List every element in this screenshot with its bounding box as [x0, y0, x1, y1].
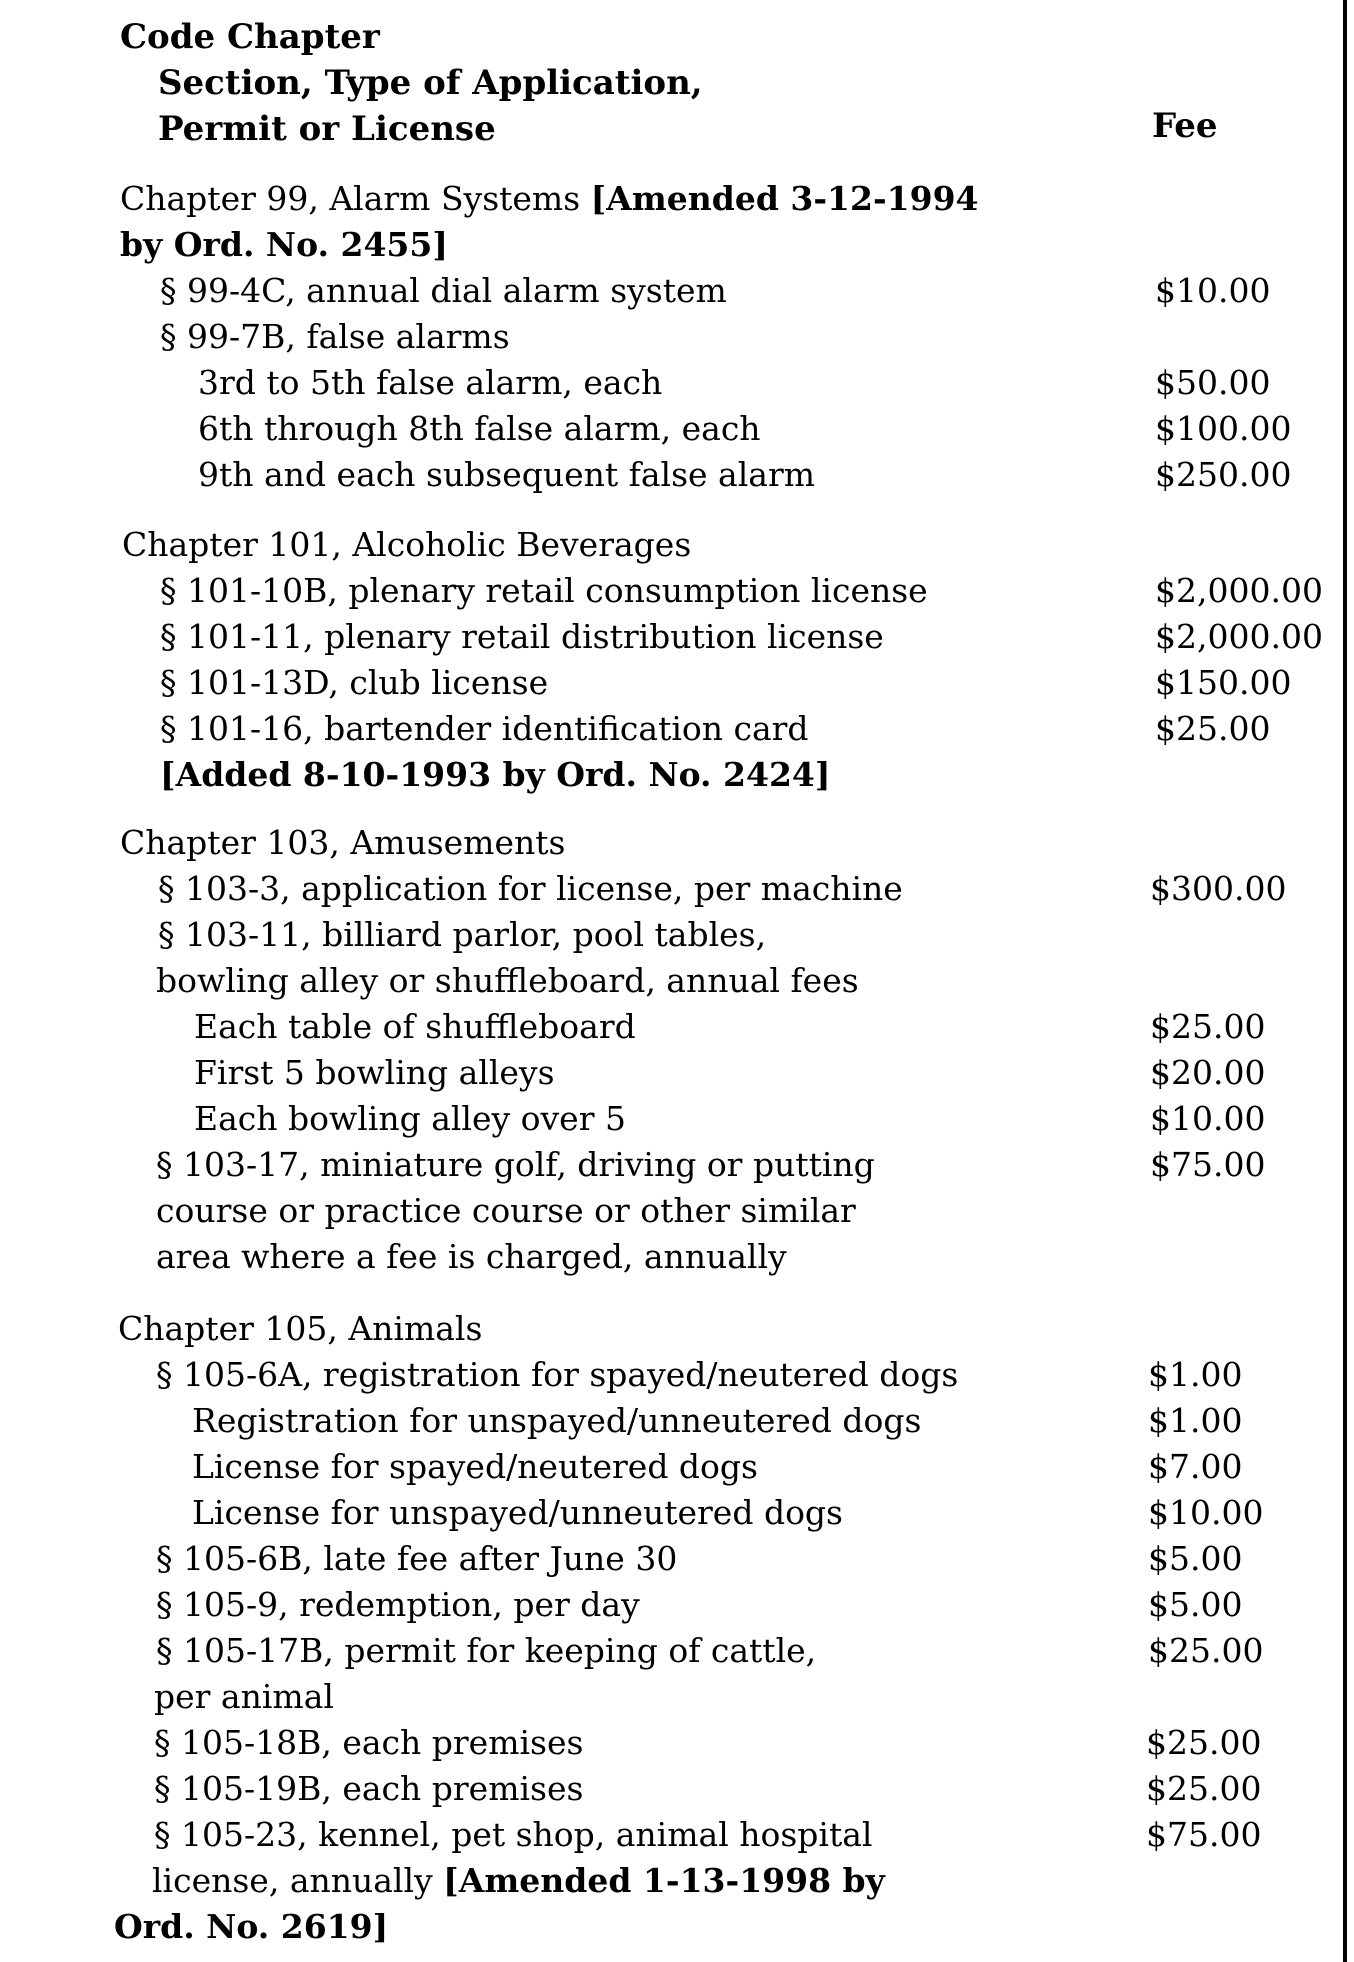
- chapter-105-last-text: license, annually: [152, 1861, 444, 1900]
- row-text: § 103-11, billiard parlor, pool tables,: [158, 915, 767, 954]
- row-text: Registration for unspayed/unneutered dogs: [192, 1401, 922, 1440]
- row-fee: $20.00: [1150, 1053, 1266, 1092]
- row-text: per animal: [154, 1677, 334, 1716]
- chapter-99-title: [0, 176, 1354, 222]
- chapter-99-title-cont: [0, 222, 1354, 268]
- chapter-105-title: [0, 1306, 1354, 1352]
- header-permit-license: Permit or License: [158, 109, 496, 149]
- row-fee: $75.00: [1146, 1815, 1262, 1854]
- row-fee: $10.00: [1148, 1493, 1264, 1532]
- row-text: § 99-7B, false alarms: [160, 317, 510, 356]
- row-text: area where a fee is charged, annually: [156, 1237, 787, 1276]
- row-fee: $300.00: [1150, 869, 1287, 908]
- row-text: § 105-6A, registration for spayed/neutered dogs: [156, 1355, 959, 1394]
- chapter-101-section: [0, 522, 1354, 798]
- row-fee: $25.00: [1146, 1769, 1262, 1808]
- row-text: § 101-16, bartender identification card: [160, 709, 809, 748]
- row-text: § 105-6B, late fee after June 30: [156, 1539, 678, 1578]
- row-text: § 103-17, miniature golf, driving or putting: [156, 1145, 875, 1184]
- row-text: Each table of shuffleboard: [194, 1007, 636, 1046]
- chapter-101-title: [0, 522, 1354, 568]
- row-fee: $25.00: [1155, 709, 1271, 748]
- header-code-chapter: Code Chapter: [120, 17, 380, 57]
- row-text: § 105-17B, permit for keeping of cattle,: [156, 1631, 817, 1670]
- row-fee: $75.00: [1150, 1145, 1266, 1184]
- row-text: § 103-3, application for license, per machine: [158, 869, 903, 908]
- table-row: [0, 1444, 1354, 1490]
- row-fee: $10.00: [1155, 271, 1271, 310]
- row-fee: $25.00: [1150, 1007, 1266, 1046]
- chapter-99-title-text: Chapter 99, Alarm Systems: [120, 179, 591, 218]
- chapter-103-section: [0, 820, 1354, 1280]
- row-fee: $100.00: [1155, 409, 1292, 448]
- row-fee: $25.00: [1146, 1723, 1262, 1762]
- chapter-99-amendment-cont: by Ord. No. 2455]: [120, 225, 448, 264]
- row-text: § 101-11, plenary retail distribution license: [160, 617, 884, 656]
- table-row: [0, 1766, 1354, 1812]
- chapter-101-title-text: Chapter 101, Alcoholic Beverages: [122, 525, 692, 564]
- row-text: § 99-4C, annual dial alarm system: [160, 271, 727, 310]
- table-row: [0, 1582, 1354, 1628]
- table-row: [0, 1812, 1354, 1858]
- chapter-99-amendment: [Amended 3-12-1994: [590, 179, 979, 218]
- table-row: [0, 1352, 1354, 1398]
- table-row: [0, 1720, 1354, 1766]
- table-row: [0, 1142, 1354, 1188]
- row-fee: $250.00: [1155, 455, 1292, 494]
- chapter-105-amendment-cont: Ord. No. 2619]: [114, 1907, 389, 1946]
- table-row: [0, 1004, 1354, 1050]
- row-fee: $1.00: [1148, 1401, 1243, 1440]
- table-row: [0, 706, 1354, 752]
- chapter-101-note-row: [0, 752, 1354, 798]
- chapter-99-section: [0, 176, 1354, 498]
- table-header: [120, 14, 1220, 152]
- row-text: bowling alley or shuffleboard, annual fees: [156, 961, 859, 1000]
- chapter-105-last-row: [0, 1858, 1354, 1904]
- header-section-type: Section, Type of Application,: [158, 63, 703, 103]
- row-text: § 105-9, redemption, per day: [156, 1585, 640, 1624]
- row-fee: $2,000.00: [1155, 617, 1323, 656]
- chapter-105-section: [0, 1306, 1354, 1950]
- table-row: [0, 360, 1354, 406]
- table-row: [0, 1234, 1354, 1280]
- row-text: License for spayed/neutered dogs: [192, 1447, 758, 1486]
- table-row: [0, 1096, 1354, 1142]
- row-text: § 105-23, kennel, pet shop, animal hospital: [154, 1815, 873, 1854]
- row-fee: $150.00: [1155, 663, 1292, 702]
- row-text: § 105-18B, each premises: [154, 1723, 584, 1762]
- row-fee: $10.00: [1150, 1099, 1266, 1138]
- table-row: [0, 614, 1354, 660]
- table-row: [0, 1398, 1354, 1444]
- table-row: [0, 406, 1354, 452]
- row-fee: $25.00: [1148, 1631, 1264, 1670]
- row-fee: $1.00: [1148, 1355, 1243, 1394]
- row-text: 3rd to 5th false alarm, each: [198, 363, 663, 402]
- row-text: § 101-13D, club license: [160, 663, 549, 702]
- table-row: [0, 1490, 1354, 1536]
- table-row: [0, 1050, 1354, 1096]
- table-row: [0, 660, 1354, 706]
- row-fee: $5.00: [1148, 1539, 1243, 1578]
- table-row: [0, 1628, 1354, 1674]
- row-fee: $5.00: [1148, 1585, 1243, 1624]
- table-row: [0, 912, 1354, 958]
- chapter-103-title-text: Chapter 103, Amusements: [120, 823, 566, 862]
- chapter-101-note: [Added 8-10-1993 by Ord. No. 2424]: [160, 755, 831, 794]
- row-text: course or practice course or other similar: [156, 1191, 856, 1230]
- row-text: § 105-19B, each premises: [154, 1769, 584, 1808]
- chapter-105-title-text: Chapter 105, Animals: [118, 1309, 483, 1348]
- row-fee: $7.00: [1148, 1447, 1243, 1486]
- chapter-105-last-row-cont: [0, 1904, 1354, 1950]
- table-row: [0, 1536, 1354, 1582]
- table-row: [0, 452, 1354, 498]
- row-fee: $50.00: [1155, 363, 1271, 402]
- table-row: [0, 958, 1354, 1004]
- table-row: [0, 268, 1354, 314]
- table-row: [0, 1188, 1354, 1234]
- table-row: [0, 568, 1354, 614]
- row-text: License for unspayed/unneutered dogs: [192, 1493, 843, 1532]
- table-row: [0, 1674, 1354, 1720]
- row-text: § 101-10B, plenary retail consumption license: [160, 571, 928, 610]
- chapter-105-amendment: [Amended 1-13-1998 by: [443, 1861, 885, 1900]
- table-row: [0, 866, 1354, 912]
- chapter-103-title: [0, 820, 1354, 866]
- row-text: 9th and each subsequent false alarm: [198, 455, 816, 494]
- row-text: 6th through 8th false alarm, each: [198, 409, 761, 448]
- row-fee: $2,000.00: [1155, 571, 1323, 610]
- row-text: Each bowling alley over 5: [194, 1099, 626, 1138]
- table-row: [0, 314, 1354, 360]
- header-fee: Fee: [1152, 106, 1218, 146]
- row-text: First 5 bowling alleys: [194, 1053, 555, 1092]
